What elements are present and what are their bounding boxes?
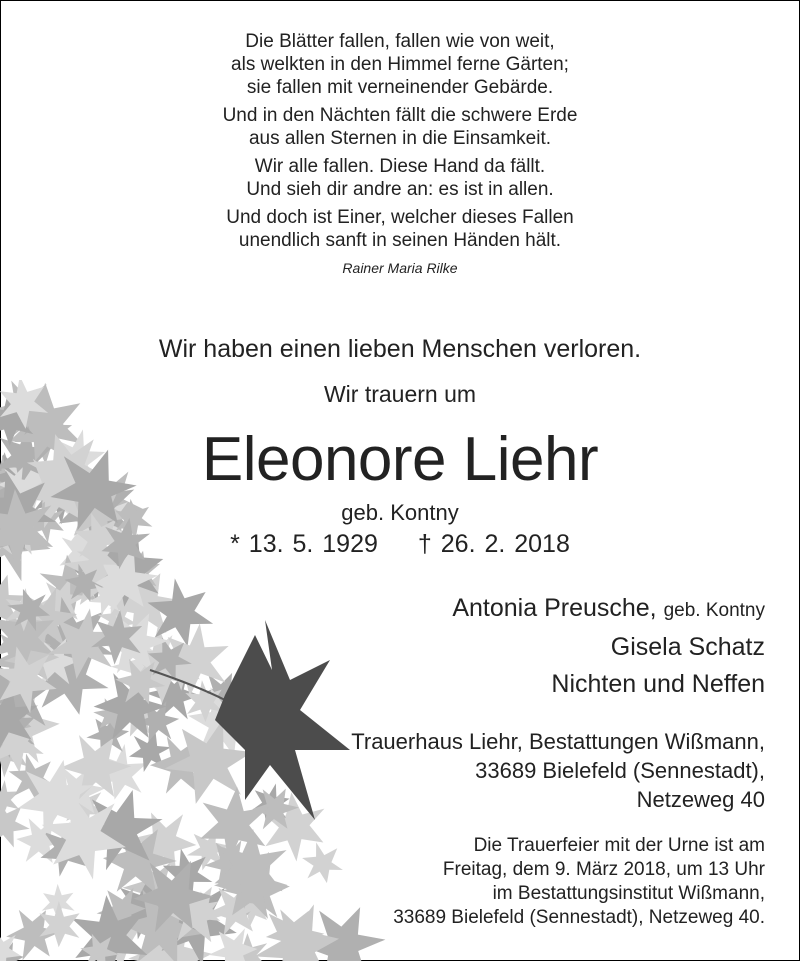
poem-stanza-3	[0, 155, 800, 201]
deceased-name: Eleonore Liehr	[201, 425, 599, 494]
address-line: 33689 Bielefeld (Sennestadt),	[475, 758, 765, 783]
relatives-list	[452, 590, 765, 703]
poem-stanza-4	[0, 206, 800, 252]
funeral-line: 33689 Bielefeld (Sennestadt), Netzeweg 40.	[393, 907, 765, 928]
poem-line: aus allen Sternen in die Einsamkeit.	[248, 128, 552, 149]
poem	[0, 30, 800, 279]
poem-line: Und doch ist Einer, welcher dieses Fallen	[226, 207, 574, 228]
poem-author: Rainer Maria Rilke	[342, 260, 458, 276]
birth-name: geb. Kontny	[341, 500, 459, 525]
poem-line: unendlich sanft in seinen Händen hält.	[238, 230, 562, 251]
intro-text: Wir haben einen lieben Menschen verloren.	[158, 335, 642, 363]
relative-3: Nichten und Neffen	[551, 670, 765, 698]
mourning-house-address	[351, 727, 765, 814]
address-line: Netzeweg 40	[636, 787, 765, 812]
birth-date: * 13. 5. 1929	[230, 530, 378, 558]
relative-name: Antonia Preusche,	[452, 594, 657, 622]
poem-stanza-1	[0, 30, 800, 99]
address-line: Trauerhaus Liehr, Bestattungen Wißmann,	[351, 729, 765, 754]
relative-birth-name: geb. Kontny	[663, 600, 765, 621]
mourn-text: Wir trauern um	[323, 381, 477, 407]
relative-1	[452, 590, 765, 629]
funeral-line: Freitag, dem 9. März 2018, um 13 Uhr	[442, 859, 765, 880]
poem-stanza-2	[0, 104, 800, 150]
funeral-info	[393, 834, 765, 930]
poem-line: Wir alle fallen. Diese Hand da fällt.	[254, 156, 546, 177]
funeral-line: Die Trauerfeier mit der Urne ist am	[473, 835, 765, 856]
death-date: † 26. 2. 2018	[417, 530, 570, 558]
poem-line: als welkten in den Himmel ferne Gärten;	[231, 54, 569, 75]
relative-2: Gisela Schatz	[610, 633, 765, 661]
life-dates	[0, 530, 800, 559]
poem-line: sie fallen mit verneinender Gebärde.	[246, 77, 554, 98]
poem-line: Und in den Nächten fällt die schwere Erde	[222, 105, 578, 126]
poem-line: Die Blätter fallen, fallen wie von weit,	[245, 31, 555, 52]
funeral-line: im Bestattungsinstitut Wißmann,	[492, 883, 765, 904]
leaf-icon	[300, 838, 345, 886]
poem-line: Und sieh dir andre an: es ist in allen.	[246, 179, 554, 200]
